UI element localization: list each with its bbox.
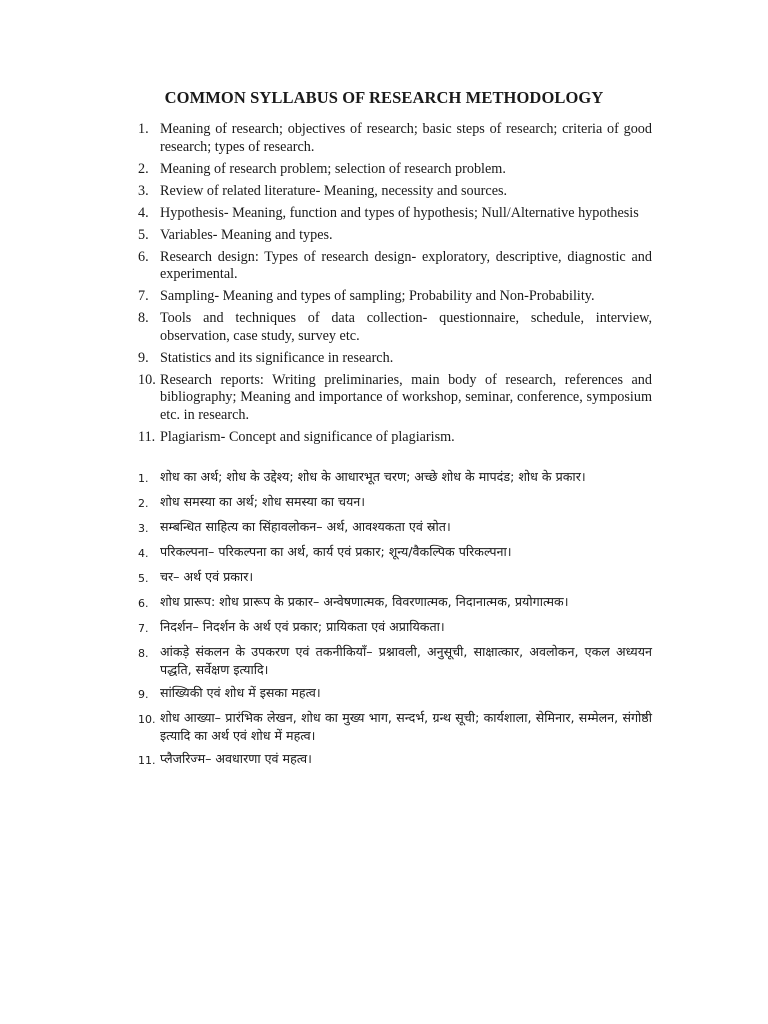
item-text: सम्बन्धित साहित्य का सिंहावलोकन– अर्थ, आवश्यकता एवं स्रोत। <box>160 519 451 534</box>
item-text: Meaning of research; objectives of research; basic steps of research; criteria of good research; types of research. <box>160 121 652 155</box>
document-title: COMMON SYLLABUS OF RESEARCH METHODOLOGY <box>164 88 604 107</box>
item-number: 10. <box>138 371 156 388</box>
item-number: 3. <box>138 182 149 199</box>
list-item <box>138 121 652 156</box>
item-text: Variables- Meaning and types. <box>160 226 333 243</box>
item-text: Research design: Types of research design- exploratory, descriptive, diagnostic and experimental. <box>160 248 652 283</box>
list-item <box>138 643 652 679</box>
item-number: 4. <box>138 204 149 221</box>
item-text: Tools and techniques of data collection- questionnaire, schedule, interview, observation, case study, survey etc. <box>160 310 652 344</box>
list-item <box>138 593 652 613</box>
list-item <box>138 310 652 345</box>
list-item <box>138 372 652 425</box>
item-text: परिकल्पना– परिकल्पना का अर्थ, कार्य एवं प्रकार; शून्य/वैकल्पिक परिकल्पना। <box>160 544 512 559</box>
list-item <box>138 161 652 179</box>
list-item <box>138 205 652 223</box>
item-number: 1. <box>138 472 149 485</box>
item-text: शोध समस्या का अर्थ; शोध समस्या का चयन। <box>160 494 366 509</box>
item-number: 6. <box>138 597 149 610</box>
item-number: 10. <box>138 713 156 726</box>
item-text: सांख्यिकी एवं शोध में इसका महत्व। <box>160 685 321 700</box>
item-text: शोध का अर्थ; शोध के उद्देश्य; शोध के आधारभूत चरण; अच्छे शोध के मापदंड; शोध के प्रकार। <box>160 469 586 484</box>
item-number: 3. <box>138 522 149 535</box>
hindi-syllabus-list <box>138 468 652 775</box>
item-text: निदर्शन– निदर्शन के अर्थ एवं प्रकार; प्रायिकता एवं अप्रायिकता। <box>160 619 445 634</box>
list-item <box>138 468 652 488</box>
item-number: 6. <box>138 248 149 265</box>
item-number: 7. <box>138 622 149 635</box>
item-text: Hypothesis- Meaning, function and types of hypothesis; Null/Alternative hypothesis <box>160 204 639 221</box>
list-item <box>138 518 652 538</box>
item-text: Plagiarism- Concept and significance of plagiarism. <box>160 428 455 445</box>
list-item <box>138 568 652 588</box>
item-number: 2. <box>138 497 149 510</box>
item-number: 11. <box>138 428 156 445</box>
item-text: Meaning of research problem; selection of research problem. <box>160 160 506 177</box>
list-item <box>138 618 652 638</box>
list-item <box>138 429 652 447</box>
item-text: Sampling- Meaning and types of sampling; Probability and Non-Probability. <box>160 288 595 305</box>
item-number: 4. <box>138 547 149 560</box>
item-number: 8. <box>138 310 149 327</box>
item-text: Review of related literature- Meaning, necessity and sources. <box>160 182 508 199</box>
list-item <box>138 249 652 284</box>
item-number: 1. <box>138 121 149 137</box>
list-item <box>138 684 652 704</box>
item-number: 2. <box>138 160 149 177</box>
list-item <box>138 288 652 306</box>
item-text: चर– अर्थ एवं प्रकार। <box>160 569 254 584</box>
list-item <box>138 493 652 513</box>
list-item <box>138 227 652 245</box>
item-text: शोध आख्या– प्रारंभिक लेखन, शोध का मुख्य भाग, सन्दर्भ, ग्रन्थ सूची; कार्यशाला, सेमिनार, सम्मेलन, संगोष्ठी इत्यादि का अर्थ एवं शोध में महत्व। <box>160 710 652 743</box>
english-syllabus-list <box>138 121 652 451</box>
item-text: प्लैजरिज्म– अवधारणा एवं महत्व। <box>160 751 312 766</box>
item-number: 7. <box>138 288 149 305</box>
list-item <box>138 750 652 770</box>
item-number: 5. <box>138 572 149 585</box>
list-item <box>138 350 652 368</box>
item-number: 9. <box>138 688 149 701</box>
list-item <box>138 183 652 201</box>
item-text: आंकड़े संकलन के उपकरण एवं तकनीकियाँ– प्रश्नावली, अनुसूची, साक्षात्कार, अवलोकन, एकल अध्ययन पद्धति, सर्वेक्षण इत्यादि। <box>160 644 652 677</box>
list-item <box>138 543 652 563</box>
item-text: Research reports: Writing preliminaries, main body of research, references and bibliography; Meaning and importance of workshop, seminar, conference, symposium etc. in research. <box>160 371 652 423</box>
item-number: 5. <box>138 226 149 243</box>
list-item <box>138 709 652 745</box>
item-number: 9. <box>138 349 149 366</box>
item-text: शोध प्रारूप: शोध प्रारूप के प्रकार– अन्वेषणात्मक, विवरणात्मक, निदानात्मक, प्रयोगात्मक। <box>160 594 569 609</box>
item-text: Statistics and its significance in research. <box>160 349 394 366</box>
item-number: 11. <box>138 754 156 767</box>
item-number: 8. <box>138 647 149 660</box>
